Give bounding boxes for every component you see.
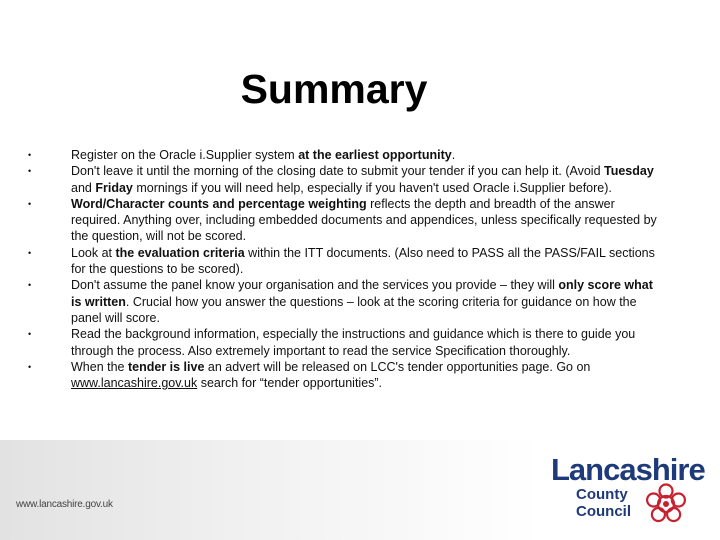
bold-text: the evaluation criteria [115, 245, 245, 260]
bullet-text: mornings if you will need help, especially if you haven't used Oracle i.Supplier before). [132, 180, 612, 195]
bullet-item [28, 277, 660, 326]
logo-county-text: County [576, 486, 628, 503]
logo-council-text: Council [576, 503, 631, 520]
bold-text: tender is live [127, 359, 205, 374]
lancashire-website-link[interactable]: www.lancashire.gov.uk [71, 376, 198, 391]
bullet-text: Read the background information, especially the instructions and guidance which is there to guide you through the process. Also extremely important to read the service Specification thoroughly. [71, 327, 636, 358]
logo-county-council-text [576, 486, 631, 520]
bullet-text: . Crucial how you answer the questions – look at the scoring criteria for guidance on how the panel will score. [71, 294, 637, 325]
bullet-text: Look at [71, 245, 116, 260]
bullet-text: an advert will be released on LCC's tender opportunities page. Go on [204, 359, 591, 374]
bullet-text: reflects the depth and breadth of the answer required. Anything over, including embedded documents and appendices, unless specifically requested by the question, will not be scored. [71, 196, 657, 244]
slide-title: Summary [240, 66, 428, 112]
bullet-text: and [71, 180, 96, 195]
bullet-text: Don't leave it until the morning of the closing date to submit your tender if you can help it. (Avoid [71, 164, 605, 179]
bullet-text: within the ITT documents. (Also need to PASS all the PASS/FAIL sections for the questions to be scored). [71, 245, 655, 277]
logo-wordmark: Lancashire [551, 452, 705, 487]
bullet-item [28, 196, 660, 245]
bullet-item [28, 326, 660, 359]
bullet-text: When the [71, 359, 128, 374]
bullet-text: Don't assume the panel know your organisation and the services you provide – they will [71, 278, 559, 293]
bullet-text: Register on the Oracle i.Supplier system [71, 148, 299, 162]
bullet-text: . [451, 148, 456, 162]
bullet-item [28, 163, 660, 196]
footer-url: www.lancashire.gov.uk [16, 499, 113, 510]
bullet-item [28, 245, 660, 278]
bullet-item [28, 359, 660, 392]
summary-bullet-list [28, 147, 660, 391]
bold-text: at the earliest opportunity [298, 148, 452, 162]
red-rose-icon [642, 480, 690, 528]
bullet-text: search for “tender opportunities”. [197, 376, 383, 391]
bullet-item [28, 147, 660, 163]
bold-text: only score what is written [71, 278, 653, 309]
bold-text: Word/Character counts and percentage weighting [71, 196, 367, 211]
bold-text: Friday [95, 180, 133, 195]
bold-text: Tuesday [604, 164, 654, 179]
